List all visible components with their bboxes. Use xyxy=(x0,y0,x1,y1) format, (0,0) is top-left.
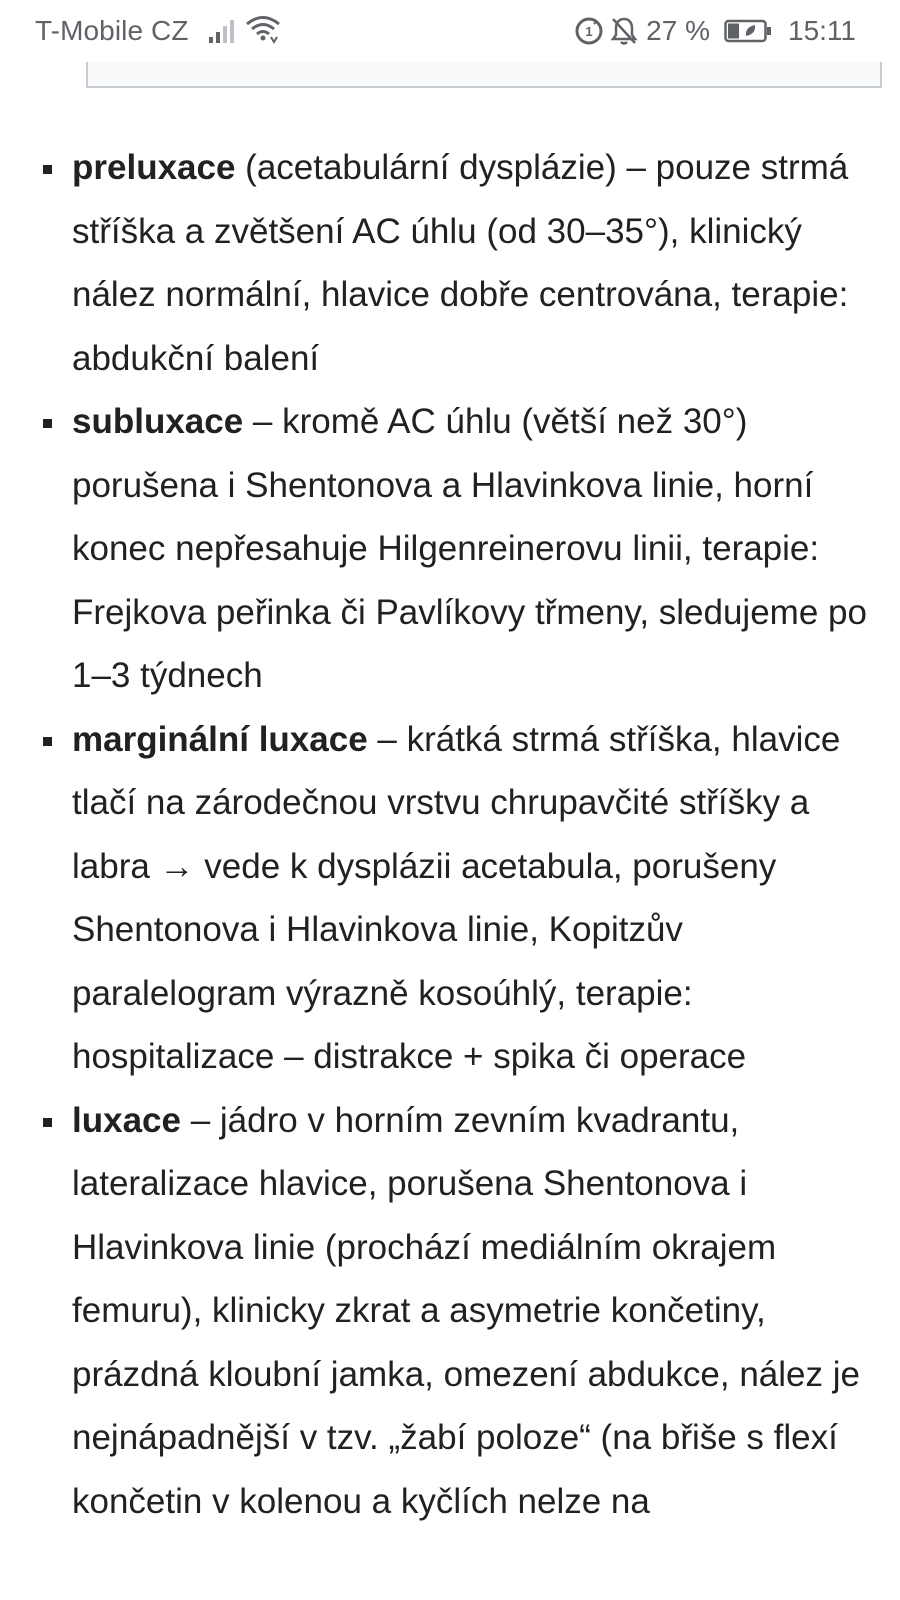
status-right-group xyxy=(574,13,856,49)
list-item xyxy=(72,136,878,390)
term: luxace xyxy=(72,1100,181,1140)
list-item xyxy=(72,1089,878,1534)
bullet-icon xyxy=(43,737,52,746)
battery-percentage: 27 % xyxy=(646,15,710,46)
status-bar xyxy=(0,0,900,62)
battery-icon xyxy=(724,19,772,43)
article-content xyxy=(0,136,900,1533)
list-item xyxy=(72,708,878,1089)
bullet-icon xyxy=(43,1118,52,1127)
term: marginální luxace xyxy=(72,719,368,759)
term-description: – krátká strmá stříška, hlavice tlačí na zárodečnou vrstvu chrupavčité stříšky a labra → vede k dysplázii acetabula, porušeny Shentonova i Hlavinkova linie, Kopitzův paralelogram výrazně kosoúhlý, terapie: hospitalizace – distrakce + spika či operace xyxy=(72,719,841,1076)
wifi-icon xyxy=(245,14,281,44)
bullet-icon xyxy=(43,165,52,174)
bell-off-icon xyxy=(610,16,638,46)
svg-text:1: 1 xyxy=(585,24,593,39)
clock: 15:11 xyxy=(788,15,856,46)
term-description: – jádro v horním zevním kvadrantu, lateralizace hlavice, porušena Shentonova i Hlavinkova linie (prochází mediálním okrajem femuru), klinicky zkrat a asymetrie končetiny, prázdná kloubní jamka, omezení abdukce, nález je nejnápadnější v tzv. „žabí poloze“ (na břiše s flexí končetin v kolenou a kyčlích nelze na xyxy=(72,1100,860,1521)
data-saver-icon xyxy=(574,16,604,46)
term-description: – kromě AC úhlu (větší než 30°) porušena i Shentonova a Hlavinkova linie, horní konec nepřesahuje Hilgenreinerovu linii, terapie: Frejkova peřinka či Pavlíkovy třmeny, sledujeme po 1–3 týdnech xyxy=(72,402,867,695)
carrier-name: T-Mobile CZ xyxy=(35,15,189,46)
bullet-icon xyxy=(43,419,52,428)
term: preluxace xyxy=(72,148,236,187)
term-description: (acetabulární dysplázie) – pouze strmá stříška a zvětšení AC úhlu (od 30–35°), klinický nález normální, hlavice dobře centrována, terapie: abdukční balení xyxy=(72,148,849,378)
definition-list xyxy=(0,136,900,1533)
list-item xyxy=(72,390,878,708)
signal-icon xyxy=(209,17,239,43)
term: subluxace xyxy=(72,402,244,441)
